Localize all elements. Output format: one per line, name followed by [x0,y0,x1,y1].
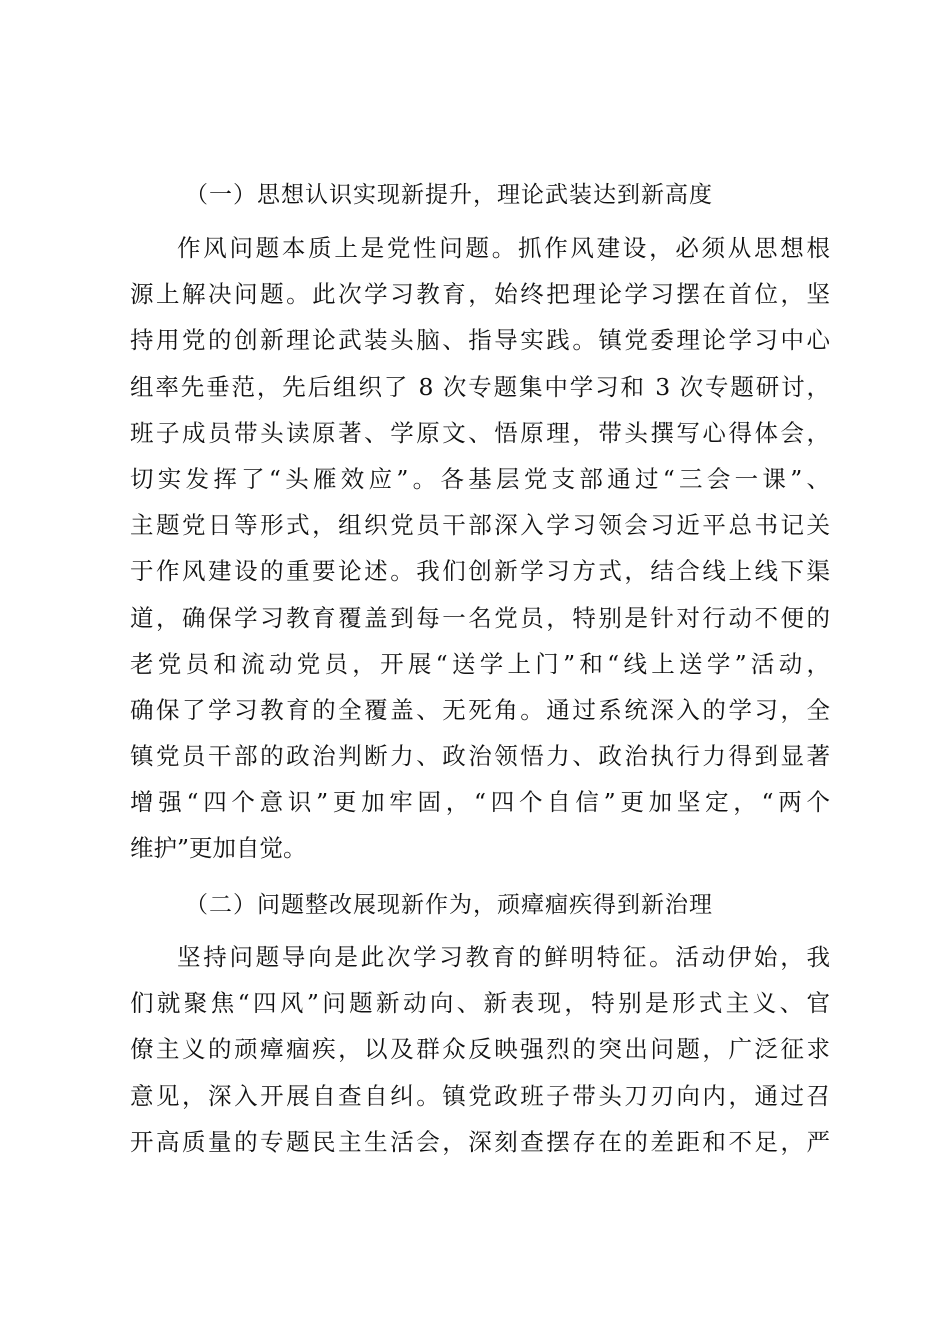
paragraph-line: 镇党员干部的政治判断力、政治领悟力、政治执行力得到显著 [130,742,830,771]
paragraph-line: 主题党日等形式，组织党员干部深入学习领会习近平总书记关 [130,511,830,540]
paragraph-line: 僚主义的顽瘴痼疾，以及群众反映强烈的突出问题，广泛征求 [130,1035,830,1064]
paragraph-line: 持用党的创新理论武装头脑、指导实践。镇党委理论学习中心 [130,326,830,355]
paragraph-line: 维护”更加自觉。 [130,834,307,863]
paragraph-line: 道，确保学习教育覆盖到每一名党员，特别是针对行动不便的 [130,603,830,632]
paragraph-line: 于作风建设的重要论述。我们创新学习方式，结合线上线下渠 [130,557,830,586]
paragraph-line: 班子成员带头读原著、学原文、悟原理，带头撰写心得体会， [130,418,830,447]
section-heading-1: （一）思想认识实现新提升，理论武装达到新高度 [185,182,713,208]
paragraph-line: 源上解决问题。此次学习教育，始终把理论学习摆在首位，坚 [130,280,830,309]
paragraph-line: 组率先垂范，先后组织了 8 次专题集中学习和 3 次专题研讨， [130,372,830,401]
paragraph-line: 老党员和流动党员，开展“送学上门”和“线上送学”活动， [130,649,830,678]
paragraph-line: 确保了学习教育的全覆盖、无死角。通过系统深入的学习，全 [130,695,830,724]
paragraph-line: 增强“四个意识”更加牢固，“四个自信”更加坚定，“两个 [130,788,830,817]
paragraph-line: 切实发挥了“头雁效应”。各基层党支部通过“三会一课”、 [130,464,830,493]
section-paragraph-1 [130,225,830,872]
paragraph-line: 们就聚焦“四风”问题新动向、新表现，特别是形式主义、官 [130,989,830,1018]
paragraph-line: 开高质量的专题民主生活会，深刻查摆存在的差距和不足，严 [130,1127,830,1156]
section-paragraph-2 [130,934,830,1165]
section-heading-2: （二）问题整改展现新作为，顽瘴痼疾得到新治理 [185,892,713,918]
paragraph-line: 意见，深入开展自查自纠。镇党政班子带头刀刃向内，通过召 [130,1081,830,1110]
paragraph-line: 坚持问题导向是此次学习教育的鲜明特征。活动伊始，我 [177,943,830,971]
paragraph-line: 作风问题本质上是党性问题。抓作风建设，必须从思想根 [177,234,830,262]
